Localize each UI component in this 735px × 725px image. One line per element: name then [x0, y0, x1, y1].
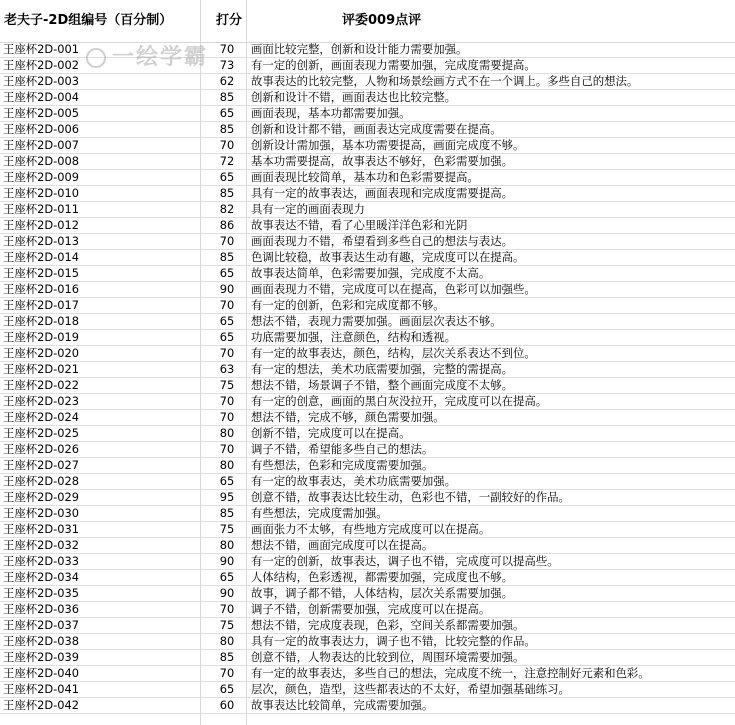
comment-cell[interactable]: 层次，颜色，造型，这些都表达的不太好，希望加强基础练习。	[251, 682, 570, 696]
score-cell[interactable]: 65	[219, 170, 235, 184]
entry-id-cell[interactable]: 王座杯2D-024	[3, 410, 80, 424]
comment-cell[interactable]: 具有一定的故事表达，画面表现和完成度需要提高。	[251, 186, 513, 200]
comment-cell[interactable]: 创新不错，完成度可以在提高。	[251, 426, 411, 440]
table-row[interactable]	[0, 554, 735, 570]
score-cell[interactable]: 86	[219, 218, 235, 232]
comment-cell[interactable]: 功底需要加强，注意颜色，结构和透视。	[251, 330, 457, 344]
score-cell[interactable]: 70	[219, 410, 235, 424]
table-row[interactable]	[0, 650, 735, 666]
table-row[interactable]	[0, 474, 735, 490]
comment-cell[interactable]: 调子不错，创新需要加强，完成度可以在提高。	[251, 602, 491, 616]
score-cell[interactable]: 70	[219, 394, 235, 408]
comment-cell[interactable]: 想法不错，完成度表现，色彩，空间关系都需要加强。	[251, 618, 525, 632]
table-row[interactable]	[0, 634, 735, 650]
score-cell[interactable]: 65	[219, 474, 235, 488]
table-row[interactable]	[0, 346, 735, 362]
comment-cell[interactable]: 具有一定的画面表现力	[251, 202, 365, 216]
comment-cell[interactable]: 调子不错，希望能多些自己的想法。	[251, 442, 434, 456]
comment-cell[interactable]: 画面张力不太够，有些地方完成度可以在提高。	[251, 522, 491, 536]
table-row[interactable]	[0, 234, 735, 250]
comment-cell[interactable]: 创新和设计都不错，画面表达完成度需要在提高。	[251, 122, 502, 136]
entry-id-cell[interactable]: 王座杯2D-010	[3, 186, 80, 200]
entry-id-cell[interactable]: 王座杯2D-015	[3, 266, 80, 280]
table-row[interactable]	[0, 122, 735, 138]
table-row[interactable]	[0, 522, 735, 538]
table-row[interactable]	[0, 266, 735, 282]
entry-id-cell[interactable]: 王座杯2D-023	[3, 394, 80, 408]
table-row[interactable]	[0, 362, 735, 378]
score-cell[interactable]: 90	[219, 554, 235, 568]
comment-cell[interactable]: 画面比较完整，创新和设计能力需要加强。	[251, 42, 468, 56]
comment-cell[interactable]: 想法不错，表现力需要加强。画面层次表达不够。	[251, 314, 502, 328]
header-id[interactable]: 老夫子-2D组编号（百分制）	[4, 13, 173, 28]
watermark	[86, 40, 208, 71]
entry-id-cell[interactable]: 王座杯2D-037	[3, 618, 80, 632]
entry-id-cell[interactable]: 王座杯2D-026	[3, 442, 80, 456]
comment-cell[interactable]: 创意不错，人物表达的比较到位，周围环境需要加强。	[251, 650, 525, 664]
entry-id-cell[interactable]: 王座杯2D-005	[3, 106, 80, 120]
comment-cell[interactable]: 有些想法，色彩和完成度需要加强。	[251, 458, 434, 472]
score-cell[interactable]: 82	[219, 202, 235, 216]
table-row[interactable]	[0, 74, 735, 90]
comment-cell[interactable]: 具有一定的故事表达力，调子也不错，比较完整的作品。	[251, 634, 536, 648]
entry-id-cell[interactable]: 王座杯2D-020	[3, 346, 80, 360]
entry-id-cell[interactable]: 王座杯2D-007	[3, 138, 80, 152]
entry-id-cell[interactable]: 王座杯2D-036	[3, 602, 80, 616]
header-comment[interactable]: 评委009点评	[342, 13, 422, 28]
entry-id-cell[interactable]: 王座杯2D-004	[3, 90, 80, 104]
entry-id-cell[interactable]: 王座杯2D-021	[3, 362, 80, 376]
entry-id-cell[interactable]: 王座杯2D-040	[3, 666, 80, 680]
comment-cell[interactable]: 故事，调子都不错，人体结构，层次关系需要加强。	[251, 586, 513, 600]
score-cell[interactable]: 70	[219, 138, 235, 152]
entry-id-cell[interactable]: 王座杯2D-016	[3, 282, 80, 296]
comment-cell[interactable]: 想法不错，场景调子不错，整个画面完成度不太够。	[251, 378, 513, 392]
score-cell[interactable]: 70	[219, 346, 235, 360]
entry-id-cell[interactable]: 王座杯2D-022	[3, 378, 80, 392]
comment-cell[interactable]: 创意不错，故事表达比较生动，色彩也不错，一副较好的作品。	[251, 490, 570, 504]
table-row[interactable]	[0, 682, 735, 698]
table-row[interactable]	[0, 202, 735, 218]
entry-id-cell[interactable]: 王座杯2D-027	[3, 458, 80, 472]
score-cell[interactable]: 72	[219, 154, 235, 168]
comment-cell[interactable]: 故事表达不错，看了心里暖洋洋色彩和光阴	[251, 218, 468, 232]
comment-cell[interactable]: 画面表现比较简单，基本功和色彩需要提高。	[251, 170, 479, 184]
score-cell[interactable]: 62	[219, 74, 235, 88]
comment-cell[interactable]: 有一定的创意，画面的黑白灰没拉开，完成度可以在提高。	[251, 394, 548, 408]
table-row[interactable]	[0, 538, 735, 554]
entry-id-cell[interactable]: 王座杯2D-032	[3, 538, 80, 552]
comment-cell[interactable]: 有一定的想法，美术功底需要加强，完整的需提高。	[251, 362, 513, 376]
comment-cell[interactable]: 画面表现力不错，希望看到多些自己的想法与表达。	[251, 234, 513, 248]
comment-cell[interactable]: 人体结构，色彩透视，都需要加强，完成度也不够。	[251, 570, 513, 584]
table-row[interactable]	[0, 506, 735, 522]
score-cell[interactable]: 70	[219, 298, 235, 312]
score-cell[interactable]: 90	[219, 282, 235, 296]
score-cell[interactable]: 85	[219, 506, 235, 520]
entry-id-cell[interactable]: 王座杯2D-006	[3, 122, 80, 136]
watermark-logo-icon	[86, 48, 106, 68]
table-row[interactable]	[0, 426, 735, 442]
score-cell[interactable]: 70	[219, 442, 235, 456]
score-cell[interactable]: 75	[219, 522, 235, 536]
table-row[interactable]	[0, 586, 735, 602]
comment-cell[interactable]: 有一定的创新，故事表达，调子也不错，完成度可以提高些。	[251, 554, 559, 568]
entry-id-cell[interactable]: 王座杯2D-041	[3, 682, 80, 696]
score-cell[interactable]: 65	[219, 106, 235, 120]
score-cell[interactable]: 80	[219, 538, 235, 552]
watermark-text: 一绘学霸	[112, 45, 209, 70]
score-cell[interactable]: 70	[219, 602, 235, 616]
entry-id-cell[interactable]: 王座杯2D-030	[3, 506, 80, 520]
entry-id-cell[interactable]: 王座杯2D-034	[3, 570, 80, 584]
comment-cell[interactable]: 创新和设计不错，画面表达也比较完整。	[251, 90, 457, 104]
comment-cell[interactable]: 基本功需要提高，故事表达不够好，色彩需要加强。	[251, 154, 513, 168]
score-cell[interactable]: 85	[219, 122, 235, 136]
comment-cell[interactable]: 想法不错，画面完成度可以在提高。	[251, 538, 434, 552]
comment-cell[interactable]: 有些想法，完成度需加强。	[251, 506, 388, 520]
table-row[interactable]	[0, 666, 735, 682]
comment-cell[interactable]: 画面表现力不错，完成度可以在提高，色彩可以加强些。	[251, 282, 536, 296]
table-row[interactable]	[0, 570, 735, 586]
score-cell[interactable]: 75	[219, 618, 235, 632]
entry-id-cell[interactable]: 王座杯2D-025	[3, 426, 80, 440]
table-row[interactable]	[0, 378, 735, 394]
score-cell[interactable]: 65	[219, 682, 235, 696]
table-row[interactable]	[0, 394, 735, 410]
entry-id-cell[interactable]: 王座杯2D-013	[3, 234, 80, 248]
entry-id-cell[interactable]: 王座杯2D-014	[3, 250, 80, 264]
comment-cell[interactable]: 有一定的故事表达，多些自己的想法，完成度不统一，注意控制好元素和色彩。	[251, 666, 650, 680]
entry-id-cell[interactable]: 王座杯2D-011	[3, 202, 80, 216]
comment-cell[interactable]: 色调比较稳，故事表达生动有趣，完成度可以在提高。	[251, 250, 525, 264]
table-row[interactable]	[0, 138, 735, 154]
comment-cell[interactable]: 有一定的创新，画面表现力需要加强，完成度需要提高。	[251, 58, 536, 72]
entry-id-cell[interactable]: 王座杯2D-035	[3, 586, 80, 600]
comment-cell[interactable]: 画面表现，基本功都需要加强。	[251, 106, 411, 120]
comment-cell[interactable]: 有一定的故事表达，美术功底需要加强。	[251, 474, 457, 488]
table-row[interactable]	[0, 458, 735, 474]
comment-cell[interactable]: 创新设计需加强，基本功需要提高，画面完成度不够。	[251, 138, 525, 152]
table-row[interactable]	[0, 442, 735, 458]
score-cell[interactable]: 70	[219, 42, 235, 56]
comment-cell[interactable]: 有一定的故事表达，颜色，结构，层次关系表达不到位。	[251, 346, 536, 360]
score-cell[interactable]: 65	[219, 266, 235, 280]
comment-cell[interactable]: 有一定的创新，色彩和完成度都不够。	[251, 298, 445, 312]
score-cell[interactable]: 85	[219, 650, 235, 664]
entry-id-cell[interactable]: 王座杯2D-033	[3, 554, 80, 568]
score-cell[interactable]: 70	[219, 234, 235, 248]
entry-id-cell[interactable]: 王座杯2D-019	[3, 330, 80, 344]
entry-id-cell[interactable]: 王座杯2D-028	[3, 474, 80, 488]
score-cell[interactable]: 65	[219, 314, 235, 328]
table-row[interactable]	[0, 410, 735, 426]
table-row[interactable]	[0, 618, 735, 634]
entry-id-cell[interactable]: 王座杯2D-012	[3, 218, 80, 232]
table-row[interactable]	[0, 602, 735, 618]
comment-cell[interactable]: 故事表达的比较完整，人物和场景绘画方式不在一个调上。多些自己的想法。	[251, 74, 639, 88]
score-cell[interactable]: 73	[219, 58, 235, 72]
table-row[interactable]	[0, 186, 735, 202]
table-row[interactable]	[0, 298, 735, 314]
entry-id-cell[interactable]: 王座杯2D-038	[3, 634, 80, 648]
entry-id-cell[interactable]: 王座杯2D-042	[3, 698, 80, 712]
score-cell[interactable]: 85	[219, 90, 235, 104]
table-row[interactable]	[0, 218, 735, 234]
header-row	[0, 0, 735, 43]
entry-id-cell[interactable]: 王座杯2D-009	[3, 170, 80, 184]
entry-id-cell[interactable]: 王座杯2D-001	[3, 42, 80, 56]
score-cell[interactable]: 90	[219, 586, 235, 600]
score-cell[interactable]: 60	[219, 698, 235, 712]
entry-id-cell[interactable]: 王座杯2D-008	[3, 154, 80, 168]
table-row[interactable]	[0, 314, 735, 330]
comment-cell[interactable]: 故事表达简单，色彩需要加强，完成度不太高。	[251, 266, 491, 280]
table-row[interactable]	[0, 170, 735, 186]
table-row[interactable]	[0, 106, 735, 122]
comment-cell[interactable]: 想法不错，完成不够，颜色需要加强。	[251, 410, 445, 424]
entry-id-cell[interactable]: 王座杯2D-002	[3, 58, 80, 72]
entry-id-cell[interactable]: 王座杯2D-017	[3, 298, 80, 312]
entry-id-cell[interactable]: 王座杯2D-003	[3, 74, 80, 88]
entry-id-cell[interactable]: 王座杯2D-029	[3, 490, 80, 504]
score-cell[interactable]: 85	[219, 250, 235, 264]
score-cell[interactable]: 65	[219, 330, 235, 344]
score-cell[interactable]: 85	[219, 186, 235, 200]
score-cell[interactable]: 70	[219, 666, 235, 680]
header-score[interactable]: 打分	[216, 13, 243, 28]
entry-id-cell[interactable]: 王座杯2D-039	[3, 650, 80, 664]
table-row[interactable]	[0, 90, 735, 106]
score-cell[interactable]: 65	[219, 570, 235, 584]
score-cell[interactable]: 80	[219, 458, 235, 472]
table-row[interactable]	[0, 330, 735, 346]
score-cell[interactable]: 75	[219, 378, 235, 392]
score-cell[interactable]: 80	[219, 634, 235, 648]
entry-id-cell[interactable]: 王座杯2D-018	[3, 314, 80, 328]
entry-id-cell[interactable]: 王座杯2D-031	[3, 522, 80, 536]
table-row[interactable]	[0, 282, 735, 298]
table-row[interactable]	[0, 250, 735, 266]
score-cell[interactable]: 63	[219, 362, 235, 376]
score-cell[interactable]: 95	[219, 490, 235, 504]
table-row[interactable]	[0, 490, 735, 506]
table-row[interactable]	[0, 698, 735, 714]
score-cell[interactable]: 80	[219, 426, 235, 440]
comment-cell[interactable]: 故事表达比较简单，完成需要加强。	[251, 698, 434, 712]
table-row[interactable]	[0, 154, 735, 170]
